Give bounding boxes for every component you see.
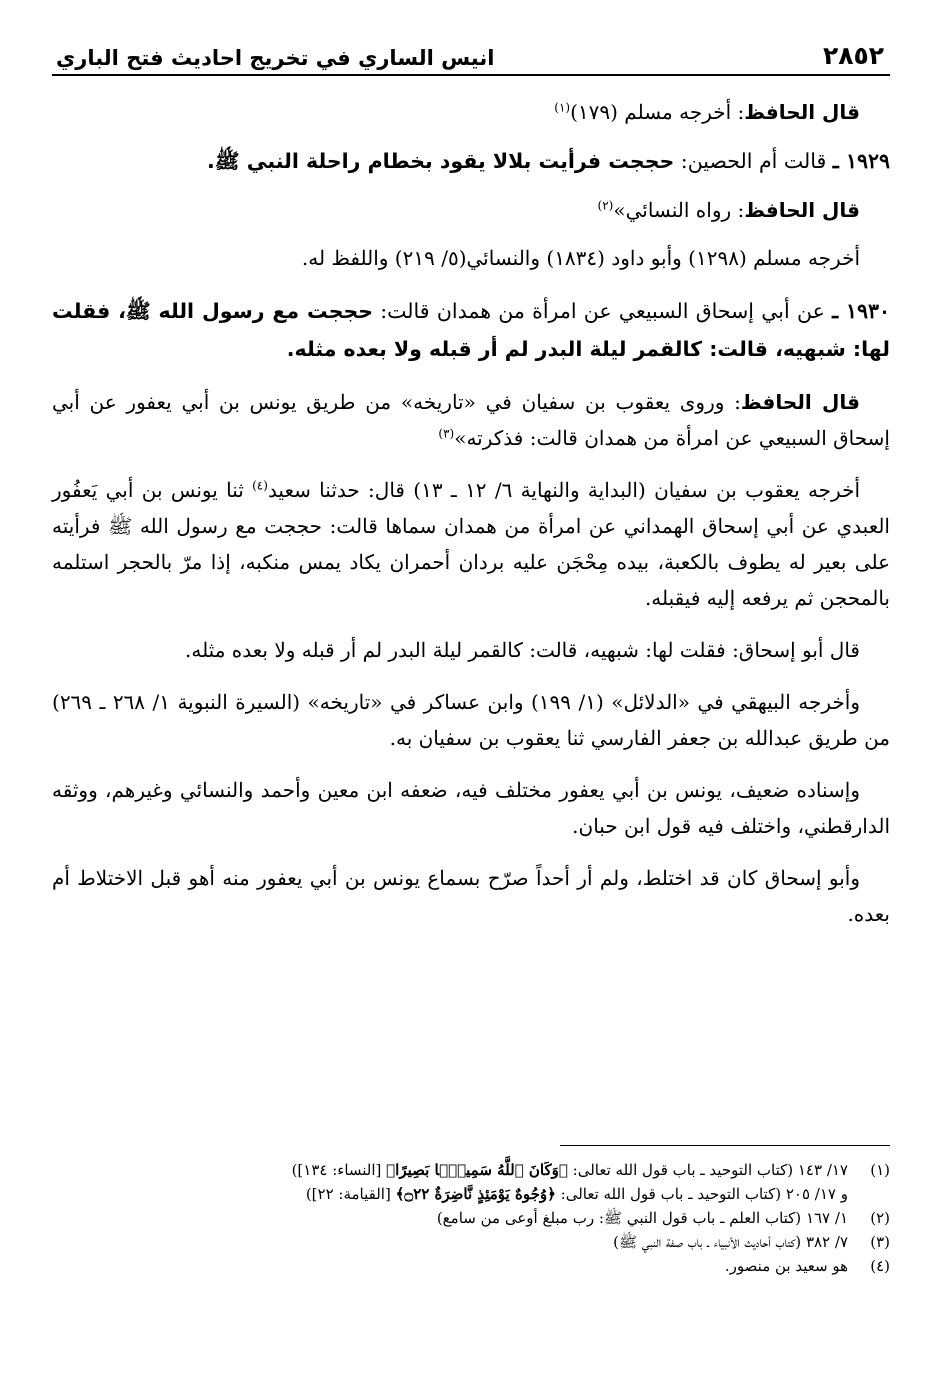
footnote-citation: ١٧/ ١٤٣ (كتاب التوحيد ـ باب قول الله تعالى:	[567, 1161, 848, 1179]
hafiz-label: قال الحافظ	[744, 100, 860, 124]
paragraph-takhrij-1929: أخرجه مسلم (١٢٩٨) وأبو داود (١٨٣٤) والنسائي(٥/ ٢١٩) واللفظ له.	[301, 246, 860, 270]
paragraph-ikhtilat: وأبو إسحاق كان قد اختلط، ولم أر أحداً صرّح بسماع يونس بن أبي يعفور منه أهو قبل الاختلاط أم بعده.	[52, 866, 890, 926]
footnote-number: (٣)	[870, 1233, 890, 1251]
footnote-divider	[560, 1145, 890, 1146]
paragraph-text: : رواه النسائي»	[613, 198, 745, 222]
footnote-tail: [القيامة: ٢٢])	[305, 1185, 396, 1203]
hadith-number: ١٩٢٩ ـ	[832, 149, 890, 173]
footnote-tail: [النساء: ١٣٤])	[291, 1161, 387, 1179]
quran-verse: ﴿وُجُوهٌ يَوْمَئِذٍ نَّاضِرَةٌ ۝٢٢﴾	[395, 1185, 556, 1203]
hadith-1930	[52, 292, 890, 368]
hadith-1929	[52, 142, 890, 180]
quran-verse: ﴿وَكَانَ ٱللَّهُ سَمِيعًۢا بَصِيرًا﴾	[386, 1161, 568, 1179]
paragraph-isnad: وإسناده ضعيف، يونس بن أبي يعفور مختلف فيه، ضعفه ابن معين وأحمد والنسائي وغيرهم، ووثقه الدارقطني، واختلف فيه قول ابن حبان.	[52, 778, 890, 838]
paragraph-text: : أخرجه مسلم (١٧٩)	[570, 100, 745, 124]
hafiz-label: قال الحافظ	[744, 198, 860, 222]
hadith-matn: حججت فرأيت بلالا يقود بخطام راحلة النبي ﷺ.	[207, 149, 675, 173]
body-text	[52, 94, 890, 932]
footnote-item	[52, 1182, 890, 1206]
paragraph-takhrij-1930	[52, 472, 890, 616]
paragraph-text: : وروى يعقوب بن سفيان في «تاريخه» من طريق يونس بن أبي يعفور عن أبي إسحاق السبيعي عن امرأة من همدان قالت: فذكرته»	[52, 390, 890, 450]
footnote-text: هو سعيد بن منصور.	[724, 1257, 848, 1275]
footnote-ref[interactable]: (٢)	[597, 198, 614, 213]
hadith-number: ١٩٣٠ ـ	[832, 299, 890, 323]
hafiz-label: قال الحافظ	[740, 390, 860, 414]
footnote-item	[52, 1254, 890, 1278]
running-header	[52, 30, 890, 76]
paragraph-text: ثنا يونس بن أبي يَعفُور العبدي عن أبي إسحاق الهمداني عن امرأة من همدان سماها قالت: حججت مع رسول الله ﷺ فرأيته على بعير له يطوف بالكعبة، بيده مِحْجَن عليه بردان أحمران يكاد يمس منكبه، إذا مرّ بالحجر استلمه بالمحجن ثم يرفعه إليه فيقبله.	[52, 478, 890, 610]
footnote-number: (١)	[870, 1161, 890, 1179]
hadith-intro: قالت أم الحصين:	[674, 149, 833, 173]
page-number: ٢٨٥٢	[822, 41, 884, 70]
hadith-intro: عن أبي إسحاق السبيعي عن امرأة من همدان قالت:	[373, 299, 833, 323]
paragraph-text: أخرجه يعقوب بن سفيان (البداية والنهاية ٦/ ١٢ ـ ١٣) قال: حدثنا سعيد	[267, 478, 861, 502]
footnote-item	[52, 1230, 890, 1254]
paragraph-abu-ishaq: قال أبو إسحاق: فقلت لها: شبهيه، قالت: كالقمر ليلة البدر لم أر قبله ولا بعده مثله.	[184, 638, 860, 662]
footnotes	[52, 1158, 890, 1278]
paragraph-bayhaqi: وأخرجه البيهقي في «الدلائل» (١/ ١٩٩) وابن عساكر في «تاريخه» (السيرة النبوية ١/ ٢٦٨ ـ ٢٦٩) من طريق عبدالله بن جعفر الفارسي ثنا يعقوب بن سفيان به.	[52, 690, 890, 750]
paragraph-hafiz-2	[52, 192, 890, 228]
footnote-text	[52, 1182, 848, 1206]
footnote-item	[52, 1206, 890, 1230]
hadith-matn: حججت مع رسول الله ﷺ، فقلت لها: شبهيه، قالت: كالقمر ليلة البدر لم أر قبله ولا بعده مثله.	[52, 299, 890, 361]
footnote-number: (٢)	[870, 1209, 890, 1227]
footnote-ref[interactable]: (٣)	[438, 426, 455, 441]
footnote-text: ٧/ ٣٨٢ (كتاب أحاديث الأنبياء ـ باب صفة النبي ﷺ)	[613, 1233, 848, 1251]
footnote-text	[52, 1158, 848, 1182]
footnote-text: ١/ ١٦٧ (كتاب العلم ـ باب قول النبي ﷺ: رب مبلغ أوعى من سامع)	[436, 1209, 848, 1227]
paragraph-hafiz-3	[52, 384, 890, 456]
footnote-item	[52, 1158, 890, 1182]
footnote-ref[interactable]: (١)	[554, 100, 571, 115]
paragraph-hafiz-1	[52, 94, 890, 130]
footnote-citation: و ١٧/ ٢٠٥ (كتاب التوحيد ـ باب قول الله تعالى:	[555, 1185, 848, 1203]
footnote-number: (٤)	[870, 1257, 890, 1275]
book-title: انيس الساري في تخريج احاديث فتح الباري	[56, 46, 495, 70]
book-page	[52, 30, 890, 1360]
footnote-ref[interactable]: (٤)	[252, 478, 268, 493]
